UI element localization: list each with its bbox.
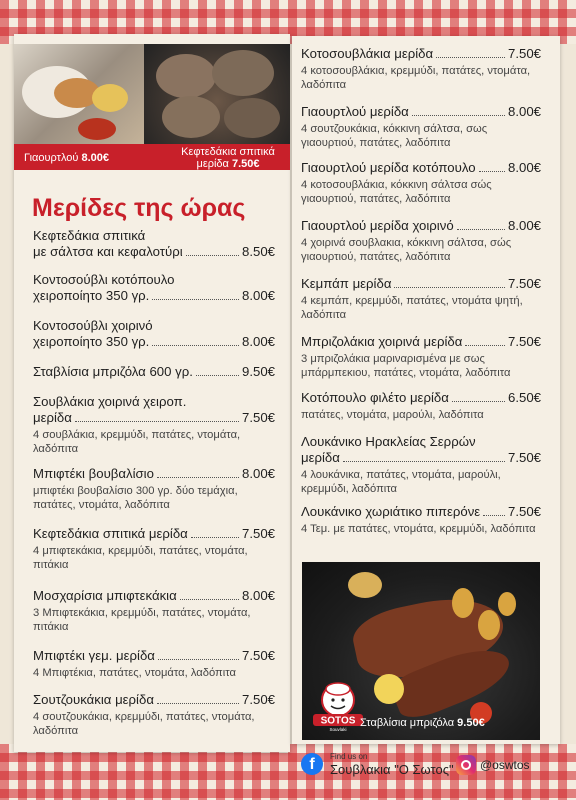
menu-item-price: 7.50€: [241, 526, 275, 541]
steak-caption: Σταβλίσια μπριζόλα 9.50€: [360, 717, 485, 729]
dot-leader: [412, 115, 505, 116]
menu-item-description: μπιφτέκι βουβαλίσιο 300 γρ. δύο τεμάχια, πατάτες, ντομάτα, λαδόπιτα: [33, 485, 238, 511]
menu-item-name: [33, 272, 275, 304]
menu-item-name: [33, 526, 275, 542]
menu-item-description: 4 κοτοσουβλάκια, κόκκινη σάλτσα σώς γιαουρτιού, πατάτες, λαδόπιτα: [301, 179, 492, 205]
menu-item-price: 9.50€: [241, 364, 275, 379]
menu-item-description: πατάτες, ντομάτα, μαρούλι, λαδόπιτα: [301, 409, 484, 421]
menu-item-name-last: Μπιφτέκι γεμ. μερίδα: [33, 648, 155, 663]
giaourtlou-caption: Γιαουρτλού 8.00€: [24, 152, 110, 164]
menu-item-name-last: Λουκάνικο χωριάτικο πιπερόνε: [301, 504, 481, 519]
menu-item: [33, 364, 275, 380]
menu-item: [33, 466, 275, 512]
dot-leader: [186, 255, 239, 256]
menu-item-name-last: Κοτόπουλο φιλέτο μερίδα: [301, 390, 449, 405]
dot-leader: [436, 57, 505, 58]
menu-item-name-last: μερίδα: [33, 410, 72, 425]
menu-item-name: [33, 318, 275, 350]
menu-item-name: [301, 46, 541, 62]
menu-item-price: 7.50€: [241, 410, 275, 425]
menu-item-name-last: Μοσχαρίσια μπιφτεκάκια: [33, 588, 177, 603]
menu-item-name-last: Γιαουρτλού μερίδα χοιρινό: [301, 218, 454, 233]
dot-leader: [394, 287, 505, 288]
menu-item-name-last: με σάλτσα και κεφαλοτύρι: [33, 244, 183, 259]
menu-item: [33, 692, 275, 738]
menu-item-price: 7.50€: [507, 276, 541, 291]
menu-item-price: 8.00€: [507, 160, 541, 175]
menu-item: [301, 334, 541, 380]
menu-item-price: 8.00€: [241, 466, 275, 481]
dot-leader: [191, 537, 239, 538]
menu-item-price: 7.50€: [241, 692, 275, 707]
menu-item-name: [33, 394, 275, 426]
menu-item: [33, 228, 275, 260]
menu-item-name-last: Σταβλίσια μπριζόλα 600 γρ.: [33, 364, 193, 379]
menu-item: [301, 504, 541, 536]
menu-item-price: 8.00€: [507, 218, 541, 233]
menu-item: [301, 276, 541, 322]
menu-item-price: 7.50€: [507, 334, 541, 349]
gingham-tablecloth-bottom: [0, 744, 576, 800]
menu-item-name: [301, 504, 541, 520]
dot-leader: [75, 421, 239, 422]
menu-item-description: 4 λουκάνικα, πατάτες, ντομάτα, μαρούλι, κρεμμύδι, λαδόπιτα: [301, 469, 501, 495]
menu-item-name-line: Κοντοσούβλι χοιρινό: [33, 318, 153, 333]
dot-leader: [457, 229, 505, 230]
menu-item-price: 8.00€: [241, 588, 275, 603]
dot-leader: [479, 171, 505, 172]
menu-item: [33, 272, 275, 304]
menu-item-name-last: Κεμπάπ μερίδα: [301, 276, 392, 291]
menu-item-name: [33, 228, 275, 260]
dot-leader: [180, 599, 239, 600]
menu-item-name-line: Κεφτεδάκια σπιτικά: [33, 228, 146, 243]
menu-item-name: [33, 588, 275, 604]
menu-item-description: 4 κεμπάπ, κρεμμύδι, πατάτες, ντομάτα ψητή, λαδόπιτα: [301, 295, 523, 321]
menu-item: [33, 588, 275, 634]
menu-item-price: 6.50€: [507, 390, 541, 405]
menu-item: [301, 434, 541, 496]
dot-leader: [483, 515, 505, 516]
menu-item-description: 4 χοιρινά σουβλακια, κόκκινη σάλτσα, σώς γιαουρτιού, πατάτες, λαδόπιτα: [301, 237, 512, 263]
menu-item-name: [301, 276, 541, 292]
menu-item: [33, 394, 275, 456]
menu-item-description: 4 κοτοσουβλάκια, κρεμμύδι, πατάτες, ντομάτα, λαδόπιτα: [301, 65, 531, 91]
menu-item: [33, 318, 275, 350]
logo-text: SOTOS: [320, 715, 356, 727]
menu-item: [301, 160, 541, 206]
menu-item-name: [301, 218, 541, 234]
dot-leader: [196, 375, 239, 376]
instagram-handle[interactable]: @oswtos: [480, 758, 530, 772]
instagram-icon[interactable]: [456, 755, 476, 775]
menu-item-name: [33, 466, 275, 482]
dot-leader: [157, 703, 239, 704]
menu-item: [301, 104, 541, 150]
menu-item: [33, 526, 275, 572]
menu-item-description: 4 Μπιφτέκια, πατάτες, ντομάτα, λαδόπιτα: [33, 667, 236, 679]
menu-item: [301, 46, 541, 92]
menu-item-price: 7.50€: [507, 450, 541, 465]
menu-item-price: 8.50€: [241, 244, 275, 259]
menu-item-name-last: χειροποίητο 350 γρ.: [33, 288, 150, 303]
menu-item: [301, 218, 541, 264]
menu-item-name: [301, 104, 541, 120]
menu-item-name-last: Μπιφτέκι βουβαλίσιο: [33, 466, 154, 481]
menu-item-name-line: Κοντοσούβλι κοτόπουλο: [33, 272, 175, 287]
menu-item-description: 4 μπιφτεκάκια, κρεμμύδι, πατάτες, ντομάτα, πιτάκια: [33, 545, 248, 571]
facebook-find-label: Find us on: [330, 752, 368, 761]
menu-item-name-last: Μπριζολάκια χοιρινά μερίδα: [301, 334, 463, 349]
menu-item-name-last: Σουτζουκάκια μερίδα: [33, 692, 154, 707]
menu-item-price: 8.00€: [241, 288, 275, 303]
dot-leader: [157, 477, 239, 478]
menu-item-description: 4 σουβλάκια, κρεμμύδι, πατάτες, ντομάτα, λαδόπιτα: [33, 429, 241, 455]
menu-item-name-last: μερίδα: [301, 450, 340, 465]
keftedakia-photo: [144, 44, 290, 148]
menu-item-price: 7.50€: [507, 46, 541, 61]
menu-item-name-line: Λουκάνικο Ηρακλείας Σερρών: [301, 434, 476, 449]
menu-item-description: 4 σουτζουκάκια, κρεμμύδι, πατάτες, ντομάτα, λαδόπιτα: [33, 711, 255, 737]
menu-item-name-last: Γιαουρτλού μερίδα κοτόπουλο: [301, 160, 476, 175]
menu-item: [301, 390, 541, 422]
giaourtlou-photo: [14, 44, 144, 148]
keftedakia-caption: Κεφτεδάκια σπιτικά μερίδα 7.50€: [181, 146, 275, 170]
menu-item-description: 4 σουτζουκάκια, κόκκινη σάλτσα, σως γιαουρτιού, πατάτες, λαδόπιτα: [301, 123, 488, 149]
menu-item-price: 8.00€: [507, 104, 541, 119]
menu-item-name: [301, 160, 541, 176]
menu-item-name: [33, 648, 275, 664]
menu-item-name: [301, 434, 541, 466]
menu-item-name-line: Σουβλάκια χοιρινά χειροπ.: [33, 394, 187, 409]
menu-item-price: 7.50€: [507, 504, 541, 519]
section-title: Μερίδες της ώρας: [32, 194, 246, 222]
menu-item-name: [33, 364, 275, 380]
menu-item-name: [301, 390, 541, 406]
menu-item-price: 8.00€: [241, 334, 275, 349]
dot-leader: [158, 659, 239, 660]
dot-leader: [452, 401, 505, 402]
facebook-icon[interactable]: f: [301, 753, 323, 775]
menu-item-description: 3 μπριζολάκια μαριναρισμένα με σως μπάρμπεκιου, πατάτες, ντομάτα, λαδόπιτα: [301, 353, 511, 379]
menu-item-price: 7.50€: [241, 648, 275, 663]
menu-item-description: 4 Τεμ. με πατάτες, ντομάτα, κρεμμύδι, λαδόπιτα: [301, 523, 536, 535]
menu-item-name-last: Κοτοσουβλάκια μερίδα: [301, 46, 434, 61]
dot-leader: [343, 461, 505, 462]
dot-leader: [152, 299, 239, 300]
menu-item-name: [33, 692, 275, 708]
menu-item-name: [301, 334, 541, 350]
facebook-page-name[interactable]: Σουβλακια "Ο Σωτος": [330, 762, 454, 777]
dot-leader: [465, 345, 505, 346]
menu-item: [33, 648, 275, 680]
menu-item-name-last: χειροποίητο 350 γρ.: [33, 334, 150, 349]
menu-item-name-last: Κεφτεδάκια σπιτικά μερίδα: [33, 526, 188, 541]
dot-leader: [152, 345, 239, 346]
menu-item-description: 3 Μπιφτεκάκια, κρεμμύδι, πατάτες, ντομάτα, πιτάκια: [33, 607, 251, 633]
menu-item-name-last: Γιαουρτλού μερίδα: [301, 104, 409, 119]
logo-sub: Souvlaki: [329, 727, 347, 732]
